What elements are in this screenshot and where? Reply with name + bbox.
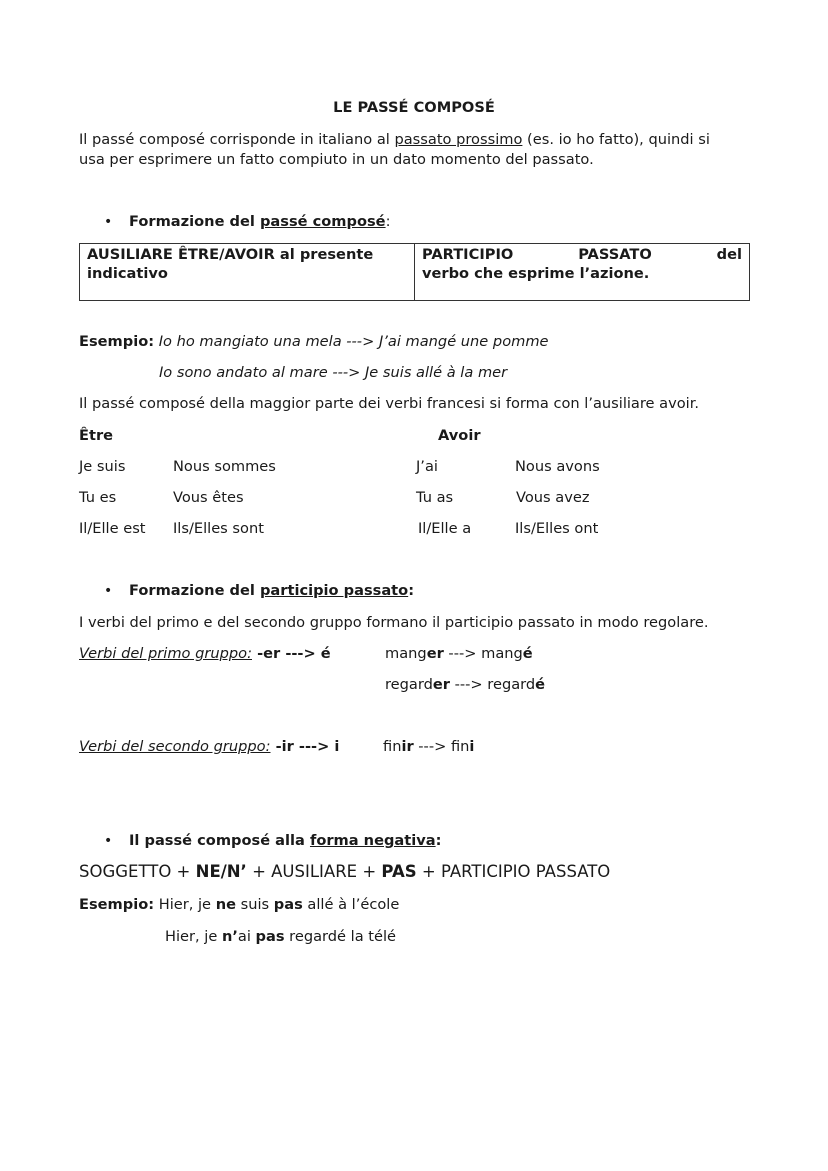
text: indicativo — [87, 265, 168, 282]
text: suis — [235, 896, 274, 913]
group1-example-1 — [385, 644, 533, 664]
text: ---> fin — [413, 738, 470, 755]
cell: Il/Elle est — [79, 520, 146, 537]
text: ---> mang — [443, 645, 523, 662]
text: verbo che esprime l’azione. — [422, 265, 650, 282]
section-heading — [129, 212, 391, 232]
text: er — [432, 676, 450, 693]
cell: Il/Elle a — [418, 520, 472, 537]
note-text: Il passé composé della maggior parte dei verbi francesi si forma con l’ausiliare avoir. — [79, 395, 700, 412]
text: Formazione del — [129, 213, 260, 230]
negative-formula — [79, 862, 610, 882]
bullet-icon: • — [104, 833, 113, 849]
text: ne — [215, 896, 236, 913]
text: é — [535, 676, 546, 693]
text: Hier, je — [154, 896, 216, 913]
cell: Je suis — [79, 458, 126, 475]
table-cell-auxiliary — [80, 244, 415, 301]
cell: Ils/Elles ont — [515, 520, 599, 537]
bullet-icon: • — [104, 214, 113, 230]
regular-text: I verbi del primo e del secondo gruppo formano il participio passato in modo regolare. — [79, 614, 709, 631]
text: fin — [383, 738, 402, 755]
group1-example-2 — [385, 675, 545, 695]
text: Hier, je — [165, 928, 222, 945]
text: PARTICIPIO — [422, 246, 514, 263]
group2-example-1 — [383, 737, 474, 757]
underlined-term: forma negativa — [309, 832, 436, 849]
text: NE/N’ — [195, 862, 247, 881]
text: : — [385, 213, 391, 230]
group1-rule — [79, 644, 331, 664]
text: PASSATO — [578, 246, 652, 263]
cell: Tu es — [79, 489, 117, 506]
example-label: Esempio: — [79, 333, 155, 350]
text: Io ho mangiato una mela ---> J’ai mangé une pomme — [154, 333, 549, 350]
text: Formazione del — [129, 582, 260, 599]
group-label: Verbi del primo gruppo: — [79, 645, 252, 662]
underlined-term: passato prossimo — [394, 131, 523, 148]
text: + AUSILIARE + — [246, 862, 382, 881]
text: AUSILIARE ÊTRE/AVOIR al presente — [87, 246, 374, 263]
text: ---> regard — [449, 676, 536, 693]
group2-rule — [79, 737, 339, 757]
text: mang — [385, 645, 427, 662]
example-line-2 — [159, 363, 507, 383]
text: é — [522, 645, 533, 662]
cell: Nous sommes — [173, 458, 276, 475]
group-label: Verbi del secondo gruppo: — [79, 738, 271, 755]
text: (es. io ho fatto), quindi si — [522, 131, 710, 148]
text: allé à l’école — [302, 896, 400, 913]
negative-example-1 — [79, 895, 399, 915]
text: er — [426, 645, 444, 662]
text: del — [716, 246, 742, 263]
cell: Vous êtes — [173, 489, 244, 506]
text: : — [435, 832, 442, 849]
text: Il passé composé alla — [129, 832, 310, 849]
text: pas — [273, 896, 303, 913]
underlined-term: participio passato — [259, 582, 409, 599]
text: Il passé composé corrisponde in italiano al — [79, 131, 395, 148]
example-line-1 — [79, 332, 549, 352]
avoir-header: Avoir — [438, 427, 481, 444]
text: SOGGETTO + — [79, 862, 196, 881]
etre-header: Être — [79, 427, 114, 444]
cell: Nous avons — [515, 458, 600, 475]
text: regard — [385, 676, 433, 693]
cell: J’ai — [416, 458, 438, 475]
section-heading — [129, 831, 441, 851]
text: i — [469, 738, 475, 755]
underlined-term: passé composé — [259, 213, 386, 230]
formation-table — [79, 243, 750, 301]
bullet-icon: • — [104, 583, 113, 599]
rule: -er ---> é — [252, 645, 331, 662]
cell: Tu as — [416, 489, 454, 506]
cell: Vous avez — [516, 489, 590, 506]
text: ir — [401, 738, 414, 755]
intro-line-1 — [79, 130, 710, 150]
example-label: Esempio: — [79, 896, 155, 913]
text: : — [408, 582, 415, 599]
text: ai — [237, 928, 256, 945]
page-title: LE PASSÉ COMPOSÉ — [333, 99, 495, 116]
cell: Ils/Elles sont — [173, 520, 264, 537]
text: pas — [255, 928, 285, 945]
rule: -ir ---> i — [270, 738, 340, 755]
text: Io sono andato al mare ---> Je suis allé à la mer — [159, 364, 508, 381]
text: regardé la télé — [284, 928, 397, 945]
text: n’ — [221, 928, 238, 945]
text: + PARTICIPIO PASSATO — [416, 862, 611, 881]
section-heading — [129, 581, 414, 601]
text: PAS — [381, 862, 417, 881]
table-cell-participle — [415, 244, 750, 301]
negative-example-2 — [165, 927, 396, 947]
intro-line-2: usa per esprimere un fatto compiuto in un dato momento del passato. — [79, 151, 594, 168]
